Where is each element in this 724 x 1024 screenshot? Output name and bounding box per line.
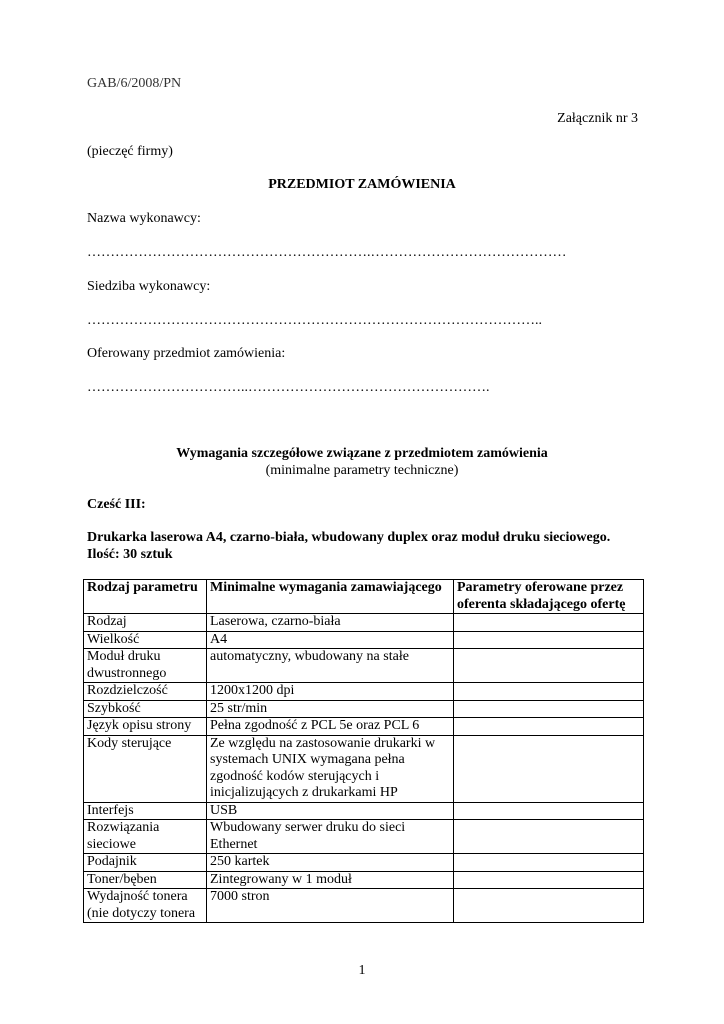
parameter-requirement: Laserowa, czarno-biała	[207, 614, 454, 632]
table-header-row	[84, 580, 644, 614]
parameter-requirement: A4	[207, 631, 454, 649]
table-row	[84, 820, 644, 854]
parameter-requirement: Wbudowany serwer druku do sieci Ethernet	[207, 820, 454, 854]
table-row	[84, 889, 644, 923]
table-row	[84, 649, 644, 683]
parameter-requirement: 250 kartek	[207, 854, 454, 872]
page-number: 1	[358, 963, 366, 978]
offered-value-cell[interactable]	[454, 631, 644, 649]
parameter-name: Wielkość	[84, 631, 207, 649]
offered-value-cell[interactable]	[454, 700, 644, 718]
requirements-subheading: (minimalne parametry techniczne)	[265, 463, 459, 478]
parameter-name: Moduł druku dwustronnego	[84, 649, 207, 683]
contractor-seat-label: Siedziba wykonawcy:	[87, 279, 211, 294]
parameter-name: Szybkość	[84, 700, 207, 718]
parameter-requirement: 1200x1200 dpi	[207, 683, 454, 701]
offered-value-cell[interactable]	[454, 718, 644, 736]
offered-value-cell[interactable]	[454, 871, 644, 889]
parameter-requirement: automatyczny, wbudowany na stałe	[207, 649, 454, 683]
parameter-name: Rozdzielczość	[84, 683, 207, 701]
offered-value-cell[interactable]	[454, 820, 644, 854]
page-title: PRZEDMIOT ZAMÓWIENIA	[268, 177, 456, 192]
parameter-requirement: 25 str/min	[207, 700, 454, 718]
table-row	[84, 735, 644, 802]
requirements-heading: Wymagania szczegółowe związane z przedmiotem zamówienia	[176, 446, 548, 461]
table-row	[84, 683, 644, 701]
parameter-name: Podajnik	[84, 854, 207, 872]
item-description: Drukarka laserowa A4, czarno-biała, wbudowany duplex oraz moduł druku sieciowego.	[87, 530, 611, 545]
parameter-name: Interfejs	[84, 802, 207, 820]
parameter-name: Język opisu strony	[84, 718, 207, 736]
contractor-seat-blank: ……………………………………………………………………………………..	[87, 313, 542, 328]
table-row	[84, 854, 644, 872]
parameter-name: Kody sterujące	[84, 735, 207, 802]
parameter-name: Wydajność tonera (nie dotyczy tonera	[84, 889, 207, 923]
table-row	[84, 802, 644, 820]
document-reference: GAB/6/2008/PN	[87, 76, 182, 91]
contractor-name-blank: …………………………………………………….……………………………………	[87, 245, 567, 260]
offered-value-cell[interactable]	[454, 854, 644, 872]
column-header-minimum-requirements: Minimalne wymagania zamawiającego	[207, 580, 454, 614]
parameter-requirement: Ze względu na zastosowanie drukarki w systemach UNIX wymagana pełna zgodność kodów sterujących i inicjalizujących z drukarkami HP	[207, 735, 454, 802]
offered-value-cell[interactable]	[454, 802, 644, 820]
offered-value-cell[interactable]	[454, 889, 644, 923]
table-row	[84, 614, 644, 632]
part-label: Cześć III:	[87, 497, 146, 512]
table-row	[84, 871, 644, 889]
parameter-name: Rozwiązania sieciowe	[84, 820, 207, 854]
offered-value-cell[interactable]	[454, 735, 644, 802]
parameter-requirement: USB	[207, 802, 454, 820]
parameter-requirement: 7000 stron	[207, 889, 454, 923]
parameter-requirement: Zintegrowany w 1 moduł	[207, 871, 454, 889]
contractor-name-label: Nazwa wykonawcy:	[87, 211, 201, 226]
offered-value-cell[interactable]	[454, 614, 644, 632]
column-header-parameter-type: Rodzaj parametru	[84, 580, 207, 614]
column-header-offered-parameters: Parametry oferowane przez oferenta składającego ofertę	[454, 580, 644, 614]
table-row	[84, 631, 644, 649]
parameter-requirement: Pełna zgodność z PCL 5e oraz PCL 6	[207, 718, 454, 736]
company-stamp-label: (pieczęć firmy)	[87, 144, 173, 159]
parameter-name: Toner/bęben	[84, 871, 207, 889]
quantity-label: Ilość: 30 sztuk	[87, 547, 173, 562]
parameter-name: Rodzaj	[84, 614, 207, 632]
annex-number: Załącznik nr 3	[557, 111, 638, 126]
offered-item-blank: ……………………………..…………………………………………….	[87, 380, 490, 395]
table-row	[84, 700, 644, 718]
offered-value-cell[interactable]	[454, 683, 644, 701]
offered-item-label: Oferowany przedmiot zamówienia:	[87, 346, 286, 361]
offered-value-cell[interactable]	[454, 649, 644, 683]
table-row	[84, 718, 644, 736]
parameters-table	[83, 579, 644, 923]
